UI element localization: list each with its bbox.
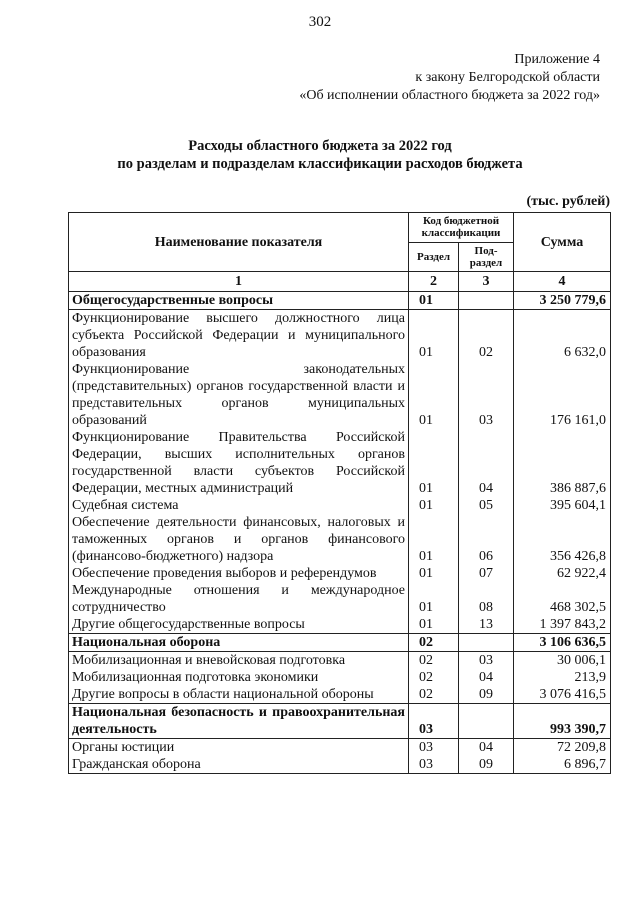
table-row xyxy=(69,756,611,774)
header-section: Раздел xyxy=(409,242,459,272)
section-row xyxy=(69,704,611,739)
row-name: Гражданская оборона xyxy=(69,756,409,774)
row-section-code: 01 xyxy=(409,616,459,634)
row-amount: 993 390,7 xyxy=(514,704,611,739)
table-row xyxy=(69,497,611,514)
table-row xyxy=(69,582,611,616)
appendix-line-1: Приложение 4 xyxy=(514,52,600,67)
col-number: 3 xyxy=(459,272,514,292)
expenses-table xyxy=(68,212,611,774)
row-amount: 3 076 416,5 xyxy=(514,686,611,704)
row-amount: 176 161,0 xyxy=(514,361,611,429)
col-number: 2 xyxy=(409,272,459,292)
row-section-code: 01 xyxy=(409,292,459,310)
page-number: 302 xyxy=(308,14,332,30)
row-name: Обеспечение проведения выборов и референдумов xyxy=(69,565,409,582)
document-title xyxy=(0,137,640,173)
row-subsection-code xyxy=(459,704,514,739)
appendix-block xyxy=(280,51,600,105)
row-name: Национальная безопасность и правоохранительная деятельность xyxy=(69,704,409,739)
row-section-code: 01 xyxy=(409,582,459,616)
units-label: (тыс. рублей) xyxy=(526,194,610,209)
row-amount: 6 896,7 xyxy=(514,756,611,774)
row-subsection-code: 09 xyxy=(459,756,514,774)
table-row xyxy=(69,669,611,686)
row-name: Функционирование законодательных (представительных) органов государственной власти и представительных органов муниципальных образований xyxy=(69,361,409,429)
section-row xyxy=(69,634,611,652)
table-row xyxy=(69,616,611,634)
header-row-1 xyxy=(69,213,611,243)
row-name: Национальная оборона xyxy=(69,634,409,652)
row-section-code: 01 xyxy=(409,429,459,497)
row-section-code: 01 xyxy=(409,361,459,429)
table-row xyxy=(69,514,611,565)
column-numbers-row xyxy=(69,272,611,292)
row-subsection-code: 08 xyxy=(459,582,514,616)
title-line-1: Расходы областного бюджета за 2022 год xyxy=(188,138,452,154)
row-section-code: 02 xyxy=(409,669,459,686)
row-amount: 62 922,4 xyxy=(514,565,611,582)
row-subsection-code: 04 xyxy=(459,739,514,757)
table-row xyxy=(69,652,611,670)
table-row xyxy=(69,310,611,362)
row-amount: 6 632,0 xyxy=(514,310,611,362)
row-section-code: 03 xyxy=(409,739,459,757)
row-name: Другие общегосударственные вопросы xyxy=(69,616,409,634)
appendix-line-2: к закону Белгородской области xyxy=(415,70,600,85)
row-section-code: 03 xyxy=(409,704,459,739)
row-section-code: 03 xyxy=(409,756,459,774)
row-amount: 468 302,5 xyxy=(514,582,611,616)
table-row xyxy=(69,739,611,757)
appendix-line-3: «Об исполнении областного бюджета за 2022 год» xyxy=(299,88,600,103)
row-section-code: 01 xyxy=(409,565,459,582)
row-subsection-code: 04 xyxy=(459,429,514,497)
row-name: Мобилизационная подготовка экономики xyxy=(69,669,409,686)
row-subsection-code: 13 xyxy=(459,616,514,634)
row-name: Судебная система xyxy=(69,497,409,514)
section-row xyxy=(69,292,611,310)
row-subsection-code: 04 xyxy=(459,669,514,686)
row-subsection-code: 09 xyxy=(459,686,514,704)
row-amount: 3 250 779,6 xyxy=(514,292,611,310)
row-amount: 386 887,6 xyxy=(514,429,611,497)
row-name: Общегосударственные вопросы xyxy=(69,292,409,310)
row-amount: 3 106 636,5 xyxy=(514,634,611,652)
row-amount: 395 604,1 xyxy=(514,497,611,514)
row-name: Органы юстиции xyxy=(69,739,409,757)
row-section-code: 01 xyxy=(409,497,459,514)
header-subsection: Под-раздел xyxy=(459,242,514,272)
row-name: Мобилизационная и вневойсковая подготовка xyxy=(69,652,409,670)
header-code-group: Код бюджетной классификации xyxy=(409,213,514,243)
title-line-2: по разделам и подразделам классификации расходов бюджета xyxy=(117,156,523,172)
row-amount: 1 397 843,2 xyxy=(514,616,611,634)
row-subsection-code: 05 xyxy=(459,497,514,514)
row-amount: 72 209,8 xyxy=(514,739,611,757)
row-amount: 213,9 xyxy=(514,669,611,686)
row-subsection-code: 03 xyxy=(459,652,514,670)
row-section-code: 01 xyxy=(409,310,459,362)
row-subsection-code: 06 xyxy=(459,514,514,565)
row-amount: 356 426,8 xyxy=(514,514,611,565)
row-amount: 30 006,1 xyxy=(514,652,611,670)
row-section-code: 01 xyxy=(409,514,459,565)
header-name: Наименование показателя xyxy=(69,213,409,272)
table-row xyxy=(69,565,611,582)
row-name: Другие вопросы в области национальной обороны xyxy=(69,686,409,704)
row-subsection-code xyxy=(459,634,514,652)
table-row xyxy=(69,686,611,704)
row-section-code: 02 xyxy=(409,686,459,704)
row-subsection-code: 02 xyxy=(459,310,514,362)
row-section-code: 02 xyxy=(409,634,459,652)
table-row xyxy=(69,361,611,429)
row-name: Международные отношения и международное сотрудничество xyxy=(69,582,409,616)
row-subsection-code: 07 xyxy=(459,565,514,582)
row-name: Функционирование Правительства Российской Федерации, высших исполнительных органов государственной власти субъектов Российской Федерации, местных администраций xyxy=(69,429,409,497)
table-row xyxy=(69,429,611,497)
row-name: Функционирование высшего должностного лица субъекта Российской Федерации и муниципального образования xyxy=(69,310,409,362)
col-number: 4 xyxy=(514,272,611,292)
row-subsection-code: 03 xyxy=(459,361,514,429)
header-amount: Сумма xyxy=(514,213,611,272)
row-section-code: 02 xyxy=(409,652,459,670)
row-subsection-code xyxy=(459,292,514,310)
col-number: 1 xyxy=(69,272,409,292)
row-name: Обеспечение деятельности финансовых, налоговых и таможенных органов и органов финансового (финансово-бюджетного) надзора xyxy=(69,514,409,565)
